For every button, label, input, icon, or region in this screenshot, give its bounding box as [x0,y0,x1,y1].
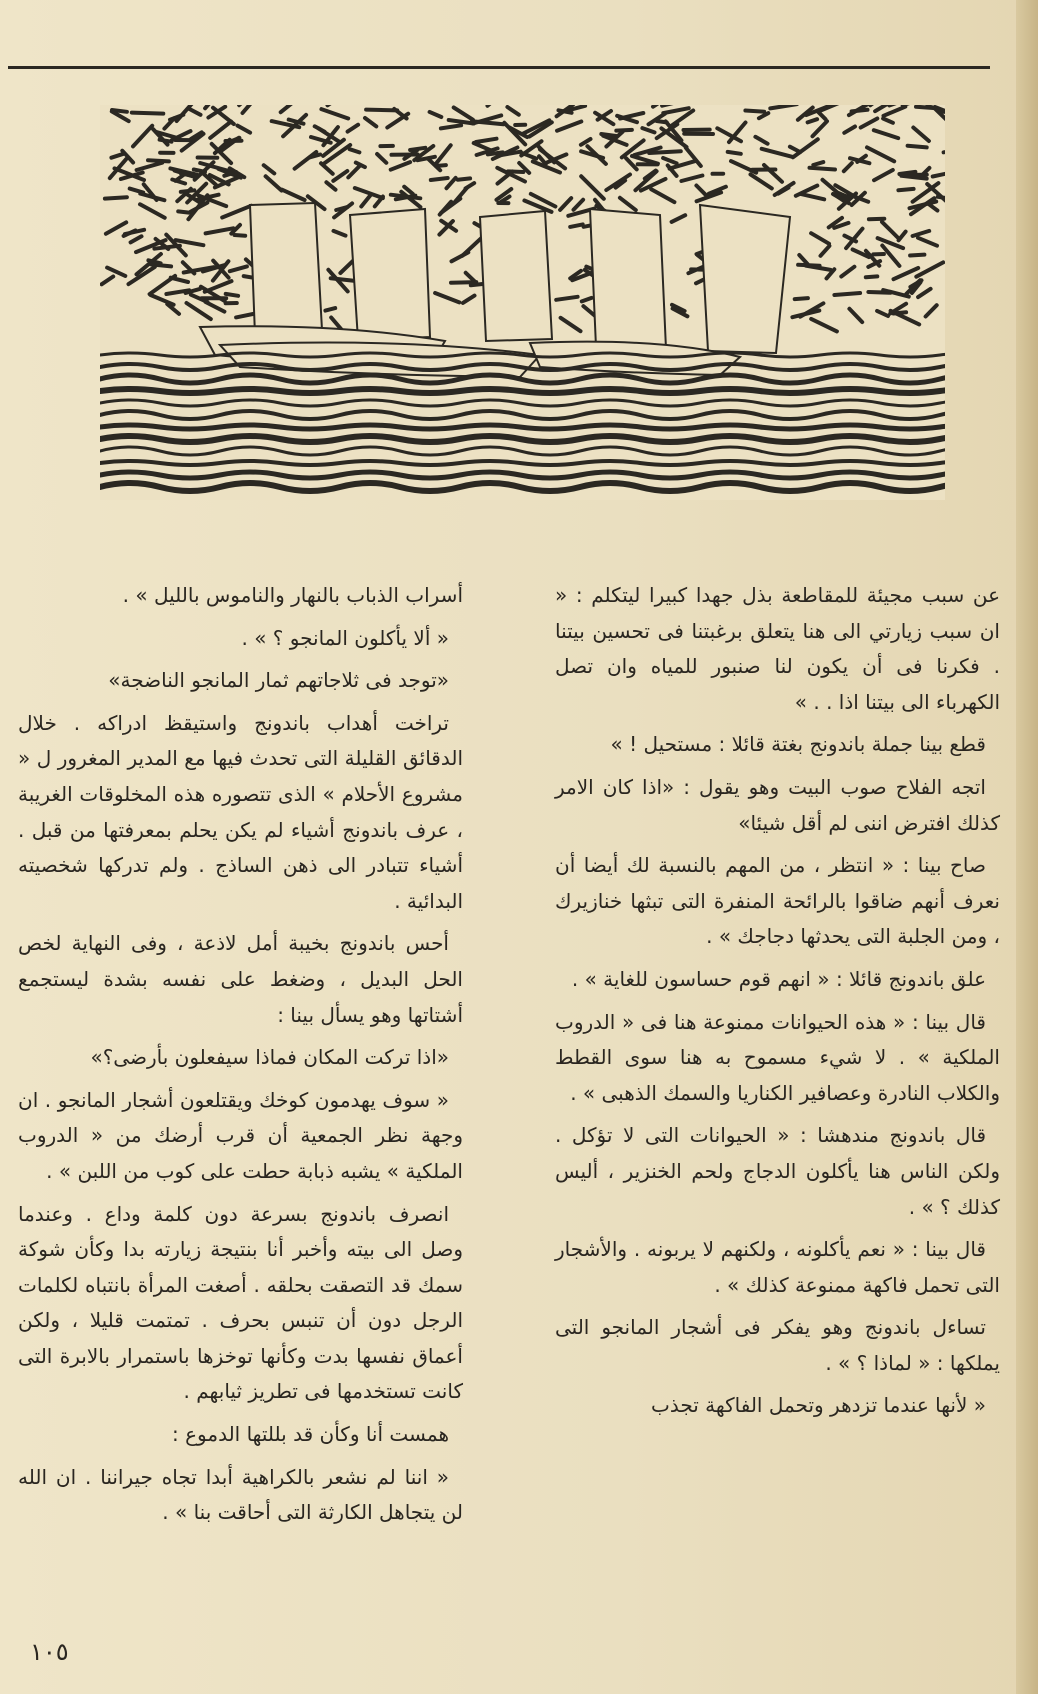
paragraph: همست أنا وكأن قد بللتها الدموع : [172,1422,449,1447]
hatch-stroke [458,178,470,179]
hatch-stroke [898,189,913,190]
hatch-stroke [899,172,915,174]
hatch-stroke [235,235,246,236]
paragraph: «اذا تركت المكان فماذا سيفعلون بأرضى؟» [90,1045,449,1070]
wave-line [100,389,945,393]
hatch-stroke [431,178,448,180]
hatch-stroke [178,211,189,212]
paragraph: تراخت أهداب باندونج واستيقظ ادراكه . خلال الدقائق القليلة التى تحدث فيها مع المدير المغرور ل « مشروع الأحلام » الذى تتصوره هذه المخلوقات الغريبة ، عرف باندونج أشياء لم يكن يحلم بمعرفتها من قبل . أشياء تتبادر الى ذهن الساذج . ولم تدركها شخصيته البدائية . [18,710,463,913]
sail-1 [250,203,322,335]
hatch-stroke [451,282,476,283]
page-edge-shadow [1016,0,1038,1694]
hatch-stroke [570,224,583,227]
hatch-stroke [795,298,808,299]
paragraph: قال باندونج مندهشا : « الحيوانات التى لا تؤكل . ولكن الناس هنا يأكلون الدجاج ولحم الخنزير ، أليس كذلك ؟ » . [555,1123,1000,1219]
hatch-stroke [559,110,572,113]
hatch-stroke [813,162,823,165]
hatch-stroke [916,107,935,108]
hatch-stroke [866,276,878,277]
hatch-stroke [148,160,169,161]
hatch-stroke [868,292,890,293]
paragraph: « سوف يهدمون كوخك ويقتلعون أشجار المانجو . ان وجهة نظر الجمعية أن قرب أرضك من « الدروب الملكية » يشبه ذبابة حطت على كوب من اللبن » . [18,1087,463,1183]
hatch-stroke [810,168,836,170]
paragraph: أحس باندونج بخيبة أمل لاذعة ، وفى النهاية لخص الحل البديل ، وضغط على نفسه بشدة ليستجمع أشتاتها وهو يسأل بينا : [18,931,463,1027]
hatch-stroke [132,113,164,114]
text-column-right [555,578,1000,1431]
paragraph: « ألا يأكلون المانجو ؟ » . [241,625,449,650]
sailing-boats-woodcut-illustration [100,105,945,500]
paragraph: قال بينا : « هذه الحيوانات ممنوعة هنا فى « الدروب الملكية » . لا شيء مسموح به هنا سوى القطط والكلاب النادرة وعصافير الكناريا والسمك الذهبى » . [555,1009,1000,1105]
hatch-stroke [105,197,127,198]
paragraph: «توجد فى ثلاجاتهم ثمار المانجو الناضجة» [108,668,449,693]
paragraph: اتجه الفلاح صوب البيت وهو يقول : «اذا كان الامر كذلك افترض اننى لم أقل شيئا» [555,774,1000,835]
hatch-stroke [181,190,195,192]
hatch-stroke [601,134,617,136]
sail-4 [590,209,666,349]
hatch-stroke [852,110,868,112]
hatch-stroke [834,293,860,295]
paragraph: قال بينا : « نعم يأكلونه ، ولكنهم لا يربونه . والأشجار التى تحمل فاكهة ممنوعة كذلك » . [555,1237,1000,1297]
wave-line [100,425,945,429]
hatch-stroke [745,111,764,112]
hatch-stroke [728,152,741,154]
hatch-stroke [869,219,884,220]
hatch-stroke [908,146,927,148]
paragraph: قطع بينا جملة باندونج بغتة قائلا : مستحيل ! » [610,732,986,757]
paragraph: عن سبب مجيئة للمقاطعة بذل جهدا كبيرا ليتكلم : « ان سبب زيارتي الى هنا يتعلق برغبتنا فى تحسين بيتنا . فكرنا فى أن يكون لنا صنبور للمياه وان تصل الكهرباء الى بيتنا اذا . . » [555,583,1000,714]
hatch-stroke [310,155,321,158]
hatch-stroke [410,148,425,150]
text-column-left [18,578,463,1538]
paragraph: انصرف باندونج بسرعة دون كلمة وداع . وعندما وصل الى بيته وأخبر أنا بنتيجة زيارته بدا وكأن شوكة سمك قد التصقت بحلقه . أصغت المرأة بانتباه لكلمات الرجل دون أن تنبس بحرف . تمتمت قليلا ، ولكن أعماق نفسها بدت وكأنها توخزها باستمرار بالابرة التى كانت تستخدمها فى تطريز ثيابهم . [18,1201,463,1404]
hatch-stroke [488,152,503,154]
paragraph: علق باندونج قائلا : « انهم قوم حساسون للغاية » . [571,966,986,991]
hatch-stroke [325,308,335,311]
paragraph: صاح بينا : « انتظر ، من المهم بالنسبة لك أيضا أن نعرف أنهم ضاقوا بالرائحة المنفرة التى تبثها خنازيرك ، ومن الجلبة التى يحدثها دجاجك » . [555,853,1000,949]
paragraph: تساءل باندونج وهو يفكر فى أشجار المانجو التى يملكها : « لماذا ؟ » . [555,1315,1000,1375]
sail-3 [480,211,552,341]
sail-2 [350,209,430,340]
hatch-stroke [226,294,238,296]
top-rule-divider [8,66,990,69]
page-number: ١٠٥ [30,1638,69,1666]
paragraph: أسراب الذباب بالنهار والناموس بالليل » . [122,583,463,607]
paragraph: « لأنها عندما تزدهر وتحمل الفاكهة تجذب [651,1393,986,1418]
paragraph: « اننا لم نشعر بالكراهية أبدا تجاه جيراننا . ان الله لن يتجاهل الكارثة التى أحاقت بنا » . [18,1464,463,1525]
hatch-stroke [910,255,924,256]
sail-5 [700,205,790,353]
